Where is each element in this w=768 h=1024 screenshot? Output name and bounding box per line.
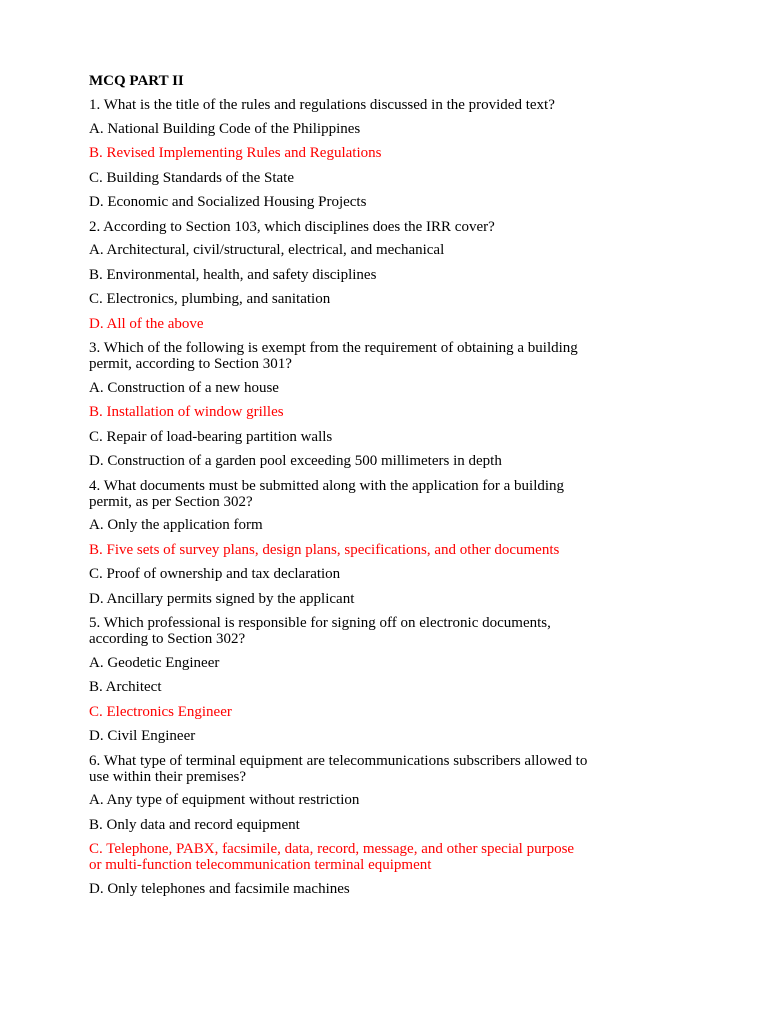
answer-option: B. Only data and record equipment	[89, 816, 300, 833]
answer-option: A. Geodetic Engineer	[89, 654, 220, 671]
answer-option: C. Proof of ownership and tax declaration	[89, 566, 341, 582]
question-block	[89, 219, 689, 333]
page-title: MCQ PART II	[89, 73, 184, 89]
question-line: permit, according to Section 301?	[89, 356, 292, 372]
correct-answer-option: B. Installation of window grilles	[89, 404, 284, 420]
answer-option: D. Construction of a garden pool exceeding 500 millimeters in depth	[89, 453, 502, 469]
question-line: according to Section 302?	[89, 631, 246, 647]
answer-option: A. Only the application form	[89, 517, 263, 533]
correct-answer-option: C. Electronics Engineer	[89, 703, 232, 720]
answer-option: A. Construction of a new house	[89, 379, 279, 396]
question-text	[89, 97, 689, 113]
correct-answer-option: B. Five sets of survey plans, design plans, specifications, and other documents	[89, 541, 560, 558]
question-text	[89, 478, 689, 510]
question-block	[89, 478, 689, 608]
answer-option: D. Civil Engineer	[89, 728, 196, 744]
correct-answer-option: D. All of the above	[89, 315, 204, 332]
question-block	[89, 340, 689, 470]
answer-option: C. Repair of load-bearing partition walls	[89, 428, 333, 445]
question-text	[89, 219, 689, 235]
answer-option: D. Only telephones and facsimile machines	[89, 880, 350, 897]
question-text	[89, 340, 689, 372]
question-line: 4. What documents must be submitted along with the application for a building	[89, 477, 565, 494]
option-line: or multi-function telecommunication terminal equipment	[89, 857, 432, 873]
question-block	[89, 97, 689, 211]
answer-option: C. Electronics, plumbing, and sanitation	[89, 291, 331, 307]
answer-option: B. Environmental, health, and safety disciplines	[89, 266, 377, 283]
answer-option: D. Ancillary permits signed by the applicant	[89, 590, 355, 607]
correct-answer-option	[89, 841, 689, 873]
answer-option: B. Architect	[89, 679, 162, 695]
question-text	[89, 615, 689, 647]
question-line: 1. What is the title of the rules and regulations discussed in the provided text?	[89, 97, 555, 113]
question-text	[89, 753, 689, 785]
document-content	[89, 73, 689, 905]
correct-answer-option: B. Revised Implementing Rules and Regulations	[89, 145, 382, 161]
answer-option: A. Any type of equipment without restriction	[89, 792, 360, 808]
question-line: 2. According to Section 103, which disciplines does the IRR cover?	[89, 218, 495, 235]
answer-option: A. National Building Code of the Philippines	[89, 120, 361, 137]
answer-option: D. Economic and Socialized Housing Projects	[89, 194, 367, 210]
question-line: 5. Which professional is responsible for signing off on electronic documents,	[89, 615, 551, 631]
answer-option: A. Architectural, civil/structural, electrical, and mechanical	[89, 242, 445, 258]
option-line: C. Telephone, PABX, facsimile, data, record, message, and other special purpose	[89, 841, 575, 857]
question-list	[89, 97, 689, 898]
answer-option: C. Building Standards of the State	[89, 169, 294, 186]
question-block	[89, 753, 689, 898]
question-line: use within their premises?	[89, 768, 247, 785]
question-line: permit, as per Section 302?	[89, 493, 253, 510]
question-line: 6. What type of terminal equipment are telecommunications subscribers allowed to	[89, 752, 588, 769]
question-block	[89, 615, 689, 745]
question-line: 3. Which of the following is exempt from the requirement of obtaining a building	[89, 340, 578, 356]
